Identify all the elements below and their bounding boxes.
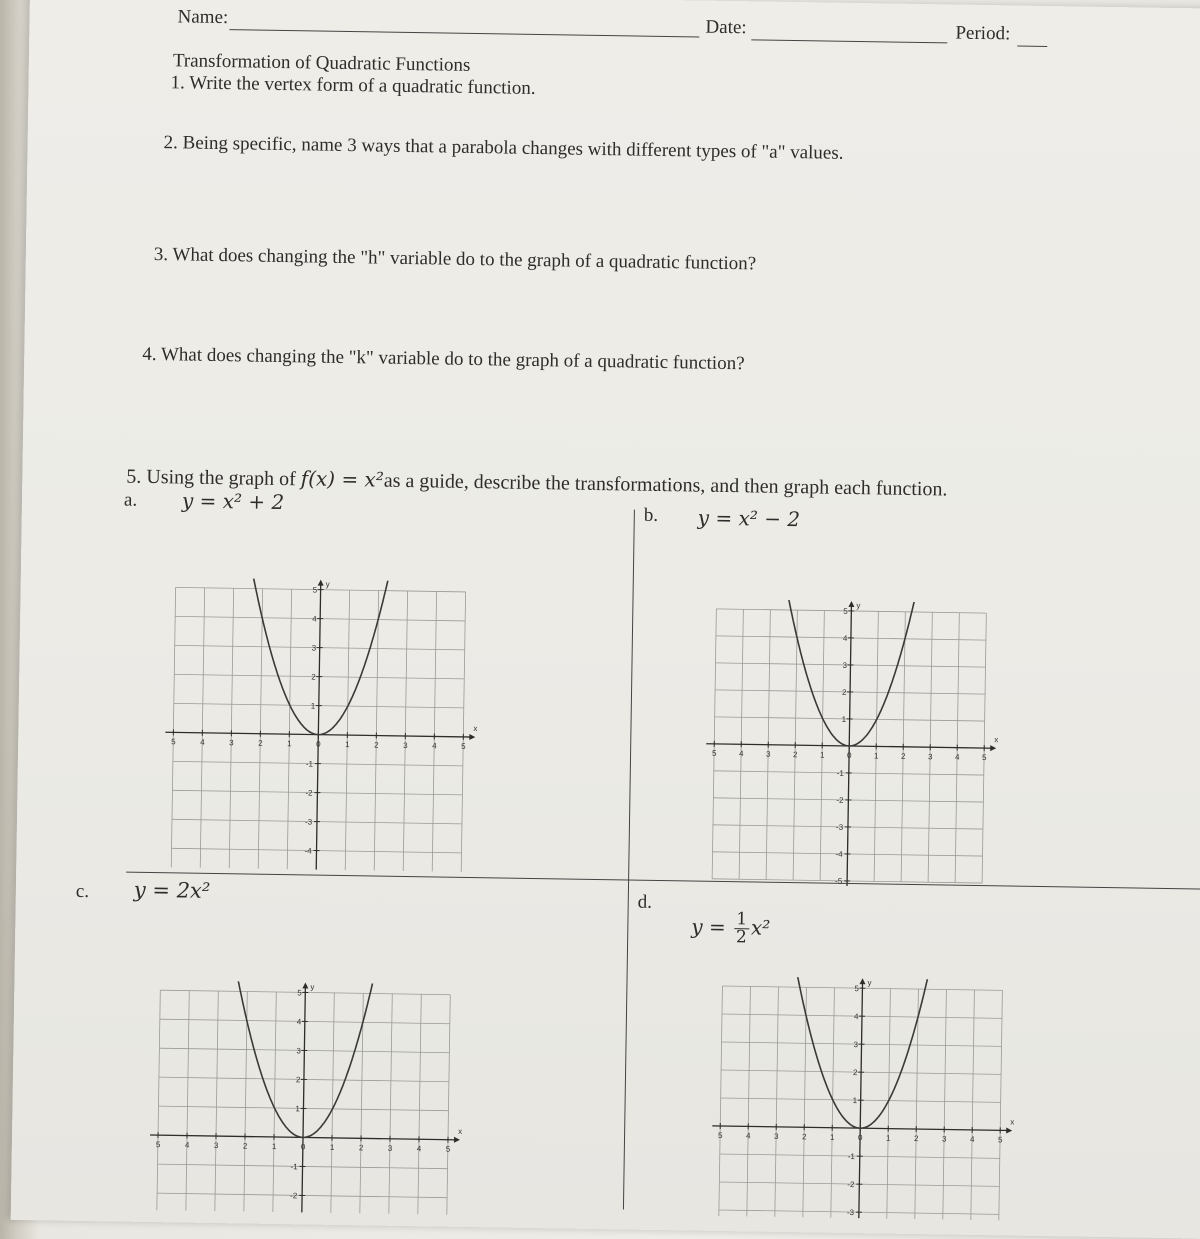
y-tick-label: 5: [843, 607, 848, 616]
grid-line: [185, 991, 190, 1215]
question-3: 3. What does changing the "h" variable do to the graph of a quadratic function?: [154, 244, 757, 275]
worksheet-paper: [11, 0, 1200, 1239]
y-tick-label: -2: [836, 796, 844, 805]
name-blank: [229, 29, 699, 37]
x-tick-label: 5: [712, 749, 717, 758]
x-tick-label: 4: [970, 1135, 975, 1144]
question-2: 2. Being specific, name 3 ways that a parabola changes with different types of "a" values.: [163, 132, 843, 165]
y-tick-label: 4: [312, 615, 317, 624]
y-tick-label: -4: [835, 850, 843, 859]
question-4: 4. What does changing the "k" variable do to the graph of a quadratic function?: [142, 344, 745, 375]
x-tick-label: 0: [858, 1133, 863, 1142]
question-5-prefix: 5. Using the graph of: [126, 466, 301, 491]
x-axis-label: x: [994, 735, 998, 744]
period-blank: [1017, 46, 1047, 47]
x-tick-label: 2: [374, 740, 379, 749]
part-a-equation: y = x² + 2: [182, 488, 285, 514]
y-tick-label: 3: [296, 1046, 301, 1055]
y-tick-label: -2: [290, 1191, 298, 1200]
grid-line: [718, 986, 722, 1221]
y-axis-arrow: [318, 580, 324, 586]
y-tick-label: -3: [305, 817, 313, 826]
x-tick-label: 4: [432, 741, 437, 750]
graph-b[interactable]: [692, 599, 1006, 889]
y-tick-label: -1: [848, 1152, 856, 1161]
y-tick-label: 4: [297, 1017, 302, 1026]
question-5-suffix: as a guide, describe the transformations, and then graph each function.: [384, 470, 948, 501]
fraction-denominator: 2: [734, 929, 749, 946]
grid-line: [830, 988, 834, 1221]
x-tick-label: 1: [330, 1143, 335, 1152]
y-tick-label: -1: [306, 759, 314, 768]
period-label: Period:: [955, 23, 1010, 46]
y-tick-label: 3: [842, 661, 847, 670]
x-tick-label: 3: [942, 1134, 947, 1143]
y-axis: [301, 984, 306, 1215]
grid-line: [417, 994, 422, 1215]
x-tick-label: 4: [417, 1144, 422, 1153]
x-tick-label: 0: [301, 1142, 306, 1151]
x-tick-label: 3: [403, 741, 408, 750]
y-axis-label: y: [856, 601, 860, 610]
x-tick-label: 0: [316, 740, 321, 749]
question-5-function: f(x) = x²: [301, 466, 384, 491]
x-tick-label: 4: [955, 753, 960, 762]
date-label: Date:: [705, 17, 746, 40]
x-tick-label: 3: [229, 738, 234, 747]
grid-line: [802, 987, 806, 1220]
y-axis-arrow: [848, 601, 854, 607]
y-axis-arrow: [859, 978, 865, 984]
x-tick-label: 3: [774, 1132, 779, 1141]
part-d-equation-suffix: x²: [751, 915, 771, 939]
x-tick-label: 2: [258, 739, 263, 748]
y-tick-label: 1: [311, 701, 316, 710]
x-axis-arrow: [454, 1137, 460, 1143]
grid-line: [432, 591, 437, 872]
y-tick-label: 4: [843, 634, 848, 643]
x-tick-label: 0: [847, 751, 852, 760]
x-tick-label: 2: [802, 1132, 807, 1141]
y-axis-label: y: [326, 580, 330, 589]
y-tick-label: -3: [847, 1208, 855, 1217]
x-tick-label: 5: [982, 753, 987, 762]
grid-line: [446, 995, 451, 1215]
x-axis-arrow: [1006, 1127, 1012, 1133]
part-b-equation: y = x² − 2: [698, 506, 801, 532]
y-axis-label: y: [867, 978, 871, 987]
x-tick-label: 5: [171, 737, 176, 746]
quadrant-horizontal-divider: [126, 872, 1200, 890]
y-tick-label: 1: [842, 715, 847, 724]
grid-line: [774, 987, 778, 1221]
grid-line: [287, 589, 292, 872]
grid-line: [461, 592, 466, 872]
x-tick-label: 5: [446, 1145, 451, 1154]
x-tick-label: 5: [156, 1140, 161, 1149]
y-tick-label: 2: [296, 1075, 301, 1084]
x-axis-arrow: [990, 745, 996, 751]
y-tick-label: 4: [854, 1012, 859, 1021]
x-tick-label: 5: [998, 1135, 1003, 1144]
worksheet-title: Transformation of Quadratic Functions: [173, 50, 471, 77]
y-tick-label: 1: [853, 1096, 858, 1105]
grid-line: [746, 986, 750, 1220]
x-tick-label: 1: [830, 1133, 835, 1142]
x-tick-label: 2: [901, 752, 906, 761]
x-tick-label: 4: [200, 738, 205, 747]
grid-line: [942, 990, 946, 1221]
part-c-letter: c.: [76, 881, 90, 903]
graph-c[interactable]: [137, 980, 471, 1215]
quadrant-vertical-divider: [623, 510, 635, 1210]
grid-line: [403, 591, 408, 872]
y-tick-label: 2: [853, 1068, 858, 1077]
y-tick-label: 5: [854, 984, 859, 993]
x-tick-label: 2: [359, 1143, 364, 1152]
part-d-fraction: [734, 911, 749, 946]
y-tick-label: 1: [295, 1104, 300, 1113]
part-d-letter: d.: [638, 892, 653, 914]
y-tick-label: 5: [297, 988, 302, 997]
x-axis-label: x: [458, 1127, 462, 1136]
x-tick-label: 4: [746, 1131, 751, 1140]
grid-line: [345, 590, 350, 872]
grid-line: [258, 589, 263, 872]
fraction-numerator: 1: [734, 911, 749, 929]
y-tick-label: -2: [305, 788, 313, 797]
y-axis: [316, 582, 321, 873]
part-c-equation: y = 2x²: [134, 878, 211, 903]
part-a-letter: a.: [124, 490, 138, 512]
y-tick-label: -1: [290, 1162, 298, 1171]
y-tick-label: -5: [835, 877, 843, 886]
grid-line: [243, 992, 248, 1215]
x-tick-label: 4: [185, 1141, 190, 1150]
x-tick-label: 1: [272, 1142, 277, 1151]
x-tick-label: 3: [388, 1144, 393, 1153]
y-tick-label: 2: [842, 688, 847, 697]
y-tick-label: 5: [313, 586, 318, 595]
x-tick-label: 5: [461, 742, 466, 751]
x-tick-label: 1: [874, 751, 879, 760]
x-tick-label: 2: [243, 1141, 248, 1150]
x-axis-label: x: [1010, 1118, 1014, 1127]
y-tick-label: 2: [311, 673, 316, 682]
grid-line: [330, 993, 335, 1215]
grid-line: [229, 588, 234, 872]
graph-a[interactable]: [151, 577, 486, 872]
y-tick-label: -2: [847, 1180, 855, 1189]
x-tick-label: 3: [928, 752, 933, 761]
x-axis-arrow: [469, 734, 475, 740]
part-d-equation-prefix: y =: [691, 915, 726, 940]
part-d-equation: [691, 911, 770, 947]
part-b-letter: b.: [644, 505, 659, 527]
x-tick-label: 2: [914, 1134, 919, 1143]
x-tick-label: 5: [718, 1131, 723, 1140]
x-tick-label: 3: [766, 750, 771, 759]
y-tick-label: -4: [304, 846, 312, 855]
y-tick-label: 3: [853, 1040, 858, 1049]
x-tick-label: 4: [739, 749, 744, 758]
x-tick-label: 1: [886, 1134, 891, 1143]
y-tick-label: 3: [312, 644, 317, 653]
question-1: 1. Write the vertex form of a quadratic function.: [170, 72, 535, 100]
y-tick-label: -3: [836, 823, 844, 832]
date-blank: [751, 39, 947, 43]
x-tick-label: 1: [345, 740, 350, 749]
grid-line: [156, 990, 161, 1215]
y-axis-label: y: [310, 983, 314, 992]
graph-d[interactable]: [699, 976, 1023, 1221]
x-tick-label: 2: [793, 750, 798, 759]
name-label: Name:: [177, 6, 228, 29]
grid-line: [214, 991, 219, 1215]
x-tick-label: 1: [820, 751, 825, 760]
x-tick-label: 1: [287, 739, 292, 748]
grid-line: [388, 994, 393, 1215]
x-tick-label: 3: [214, 1141, 219, 1150]
y-tick-label: -1: [837, 769, 845, 778]
x-axis-label: x: [473, 724, 477, 733]
y-axis-arrow: [302, 982, 308, 988]
